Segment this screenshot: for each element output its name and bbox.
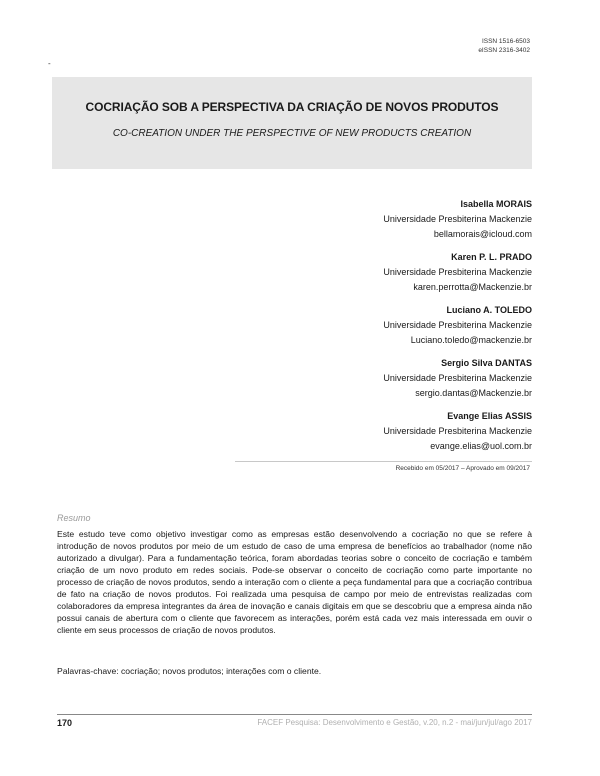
author-name: Karen P. L. PRADO	[451, 252, 532, 262]
author-email: bellamorais@icloud.com	[433, 229, 532, 239]
author-email: evange.elias@uol.com.br	[430, 441, 532, 451]
author-email: Luciano.toledo@mackenzie.br	[410, 335, 532, 345]
author-email: karen.perrotta@Mackenzie.br	[413, 282, 532, 292]
article-subtitle: CO-CREATION UNDER THE PERSPECTIVE OF NEW PRODUCTS CREATION	[112, 128, 472, 139]
author-list	[383, 197, 532, 462]
issn-block	[478, 37, 530, 55]
journal-citation: FACEF Pesquisa: Desenvolvimento e Gestão, v.20, n.2 - mai/jun/jul/ago 2017	[257, 718, 532, 727]
author-name: Isabella MORAIS	[460, 199, 532, 209]
author-entry	[383, 356, 532, 401]
page-number: 170	[57, 718, 73, 728]
author-institution: Universidade Presbiterina Mackenzie	[383, 267, 532, 277]
author-entry	[383, 409, 532, 454]
author-email: sergio.dantas@Mackenzie.br	[415, 388, 532, 398]
author-institution: Universidade Presbiterina Mackenzie	[383, 320, 532, 330]
author-institution: Universidade Presbiterina Mackenzie	[383, 373, 532, 383]
keywords: Palavras-chave: cocriação; novos produtos; interações com o cliente.	[57, 666, 322, 676]
footer-divider	[57, 714, 532, 715]
issn-print: ISSN 1516-6503	[481, 38, 530, 45]
header-mark: -	[48, 59, 51, 68]
issn-electronic: eISSN 2316-3402	[478, 47, 530, 54]
author-name: Evange Elias ASSIS	[447, 411, 532, 421]
author-name: Luciano A. TOLEDO	[446, 305, 532, 315]
title-box	[52, 77, 532, 169]
abstract-heading: Resumo	[57, 513, 91, 523]
abstract-body: Este estudo teve como objetivo investigar como as empresas estão desenvolvendo a cocriação no que se refere à introdução de novos produtos por meio de um estudo de caso de uma empresa de benefícios ao trabalhador (nome não autorizado a divulgar). Para a fundamentação teórica, foram abordadas teorias sobre o conceito de cocriação e também criação de um novo produto em redes sociais. Pode-se observar o conceito de cocriação como parte importante no processo de criação de novos produtos, sendo a interação com o cliente a peça fundamental para que a cocriação contribua de fato na criação de novos produtos. Foi realizada uma pesquisa de campo por meio de entrevistas realizadas com colaboradores da empresa integrantes da área de inovação e canais digitais em que se descobriu que a empresa ainda não possui canais de abertura com o cliente que favorecem as interações, porém está cada vez mais interessada em ouvir o cliente em seus processos de criação de novos produtos.	[57, 529, 532, 635]
received-approved-dates: Recebido em 05/2017 – Aprovado em 09/2017	[395, 465, 530, 472]
article-title: COCRIAÇÃO SOB A PERSPECTIVA DA CRIAÇÃO DE NOVOS PRODUTOS	[85, 100, 499, 114]
divider	[235, 461, 532, 462]
author-entry	[383, 250, 532, 295]
author-institution: Universidade Presbiterina Mackenzie	[383, 214, 532, 224]
author-institution: Universidade Presbiterina Mackenzie	[383, 426, 532, 436]
author-name: Sergio Silva DANTAS	[441, 358, 532, 368]
author-entry	[383, 197, 532, 242]
author-entry	[383, 303, 532, 348]
